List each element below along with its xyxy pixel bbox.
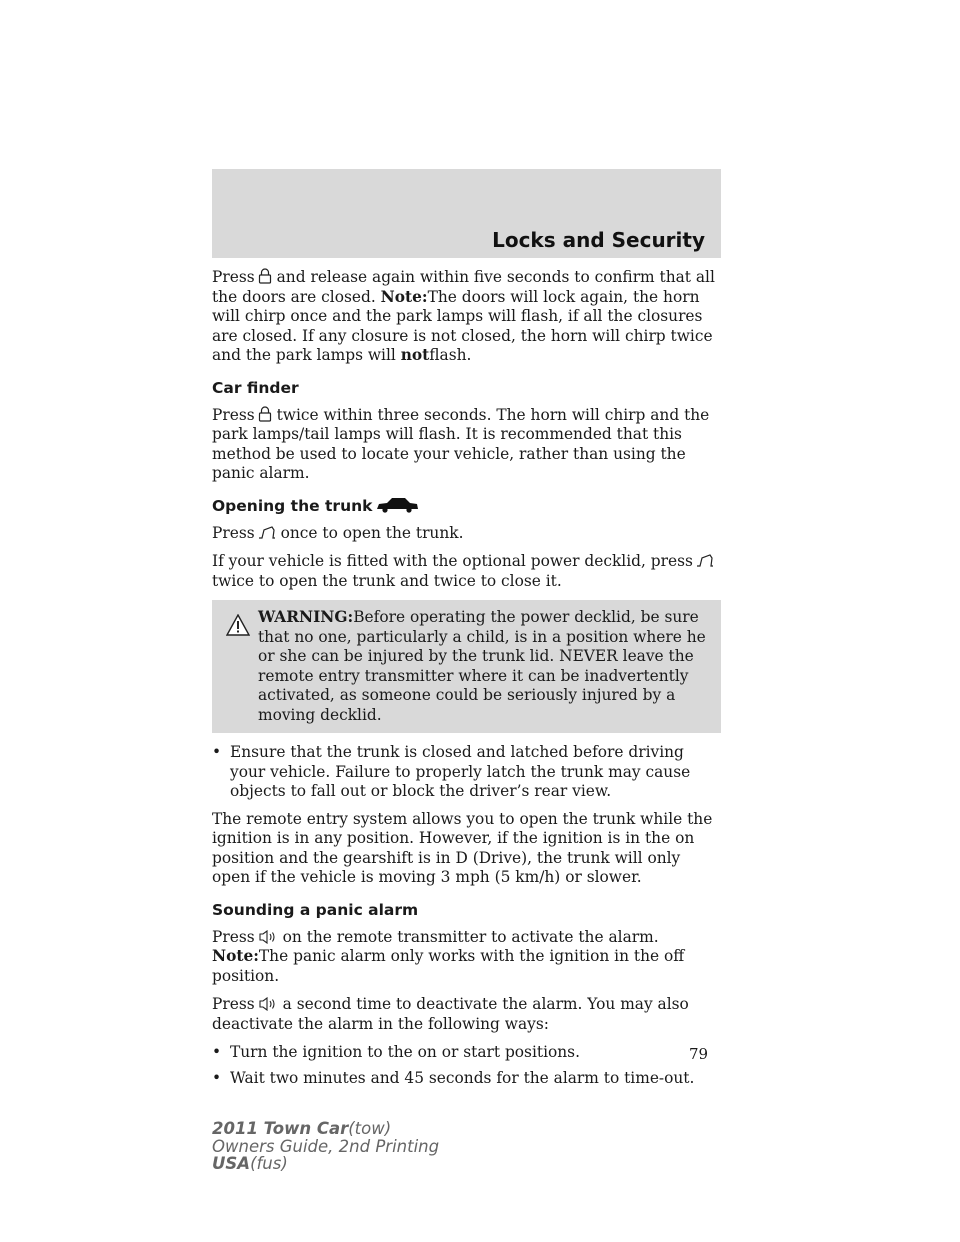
panic-paragraph-2: Press a second time to deactivate the alarm. You may also deactivate the alarm in the following ways: (212, 995, 689, 1033)
warning-icon (226, 614, 250, 642)
car-trunk-open-icon (375, 497, 419, 513)
panic-icon (258, 997, 278, 1011)
section-title: Locks and Security (492, 228, 705, 252)
panic-bullet-list (212, 1043, 721, 1088)
lock-confirm-paragraph: Press and release again within five seconds to confirm that all the doors are closed. Note:The doors will lock again, the horn will chirp once and the park lamps will flash, if all the closures are closed. If any closure is not closed, the horn will chirp twice and the park lamps will notflash. (212, 268, 715, 364)
trunk-paragraph-1: Press once to open the trunk. (212, 523, 464, 542)
list-item: • Wait two minutes and 45 seconds for the alarm to time-out. (212, 1068, 695, 1087)
lock-icon (258, 268, 272, 284)
lock-icon (258, 406, 272, 422)
panic-paragraph-1: Press on the remote transmitter to activate the alarm. Note:The panic alarm only works with the ignition in the off position. (212, 927, 685, 985)
section-header (212, 169, 721, 258)
trunk-bullet-list (212, 743, 721, 802)
list-item: • Ensure that the trunk is closed and latched before driving your vehicle. Failure to properly latch the trunk may cause objects to fall out or block the driver’s rear view. (212, 743, 691, 800)
trunk-paragraph-3: The remote entry system allows you to open the trunk while the ignition is in any position. However, if the ignition is in the on position and the gearshift is in D (Drive), the trunk will only open if the vehicle is moving 3 mph (5 km/h) or slower. (212, 809, 713, 886)
warning-box: WARNING:Before operating the power decklid, be sure that no one, particularly a child, is in a position where he or she can be injured by the trunk lid. NEVER leave the remote entry transmitter where it can be inadvertently activated, as someone could be seriously injured by a moving decklid. (212, 600, 721, 733)
car-finder-heading: Car finder (212, 378, 299, 397)
page-content (212, 268, 721, 1096)
footer: 2011 Town Car(tow) Owners Guide, 2nd Printing USA(fus) (212, 1119, 440, 1173)
trunk-paragraph-2: If your vehicle is fitted with the optional power decklid, press twice to open the trunk and twice to close it. (212, 552, 721, 591)
trunk-icon (258, 526, 276, 540)
page-number: 79 (689, 1045, 709, 1063)
trunk-heading: Opening the trunk (212, 496, 721, 516)
panic-icon (258, 930, 278, 944)
list-item: • Turn the ignition to the on or start positions. (212, 1043, 580, 1061)
car-finder-paragraph: Press twice within three seconds. The horn will chirp and the park lamps/tail lamps will flash. It is recommended that this method be used to locate your vehicle, rather than using the panic alarm. (212, 405, 710, 482)
panic-heading: Sounding a panic alarm (212, 900, 419, 919)
trunk-icon (696, 554, 714, 568)
